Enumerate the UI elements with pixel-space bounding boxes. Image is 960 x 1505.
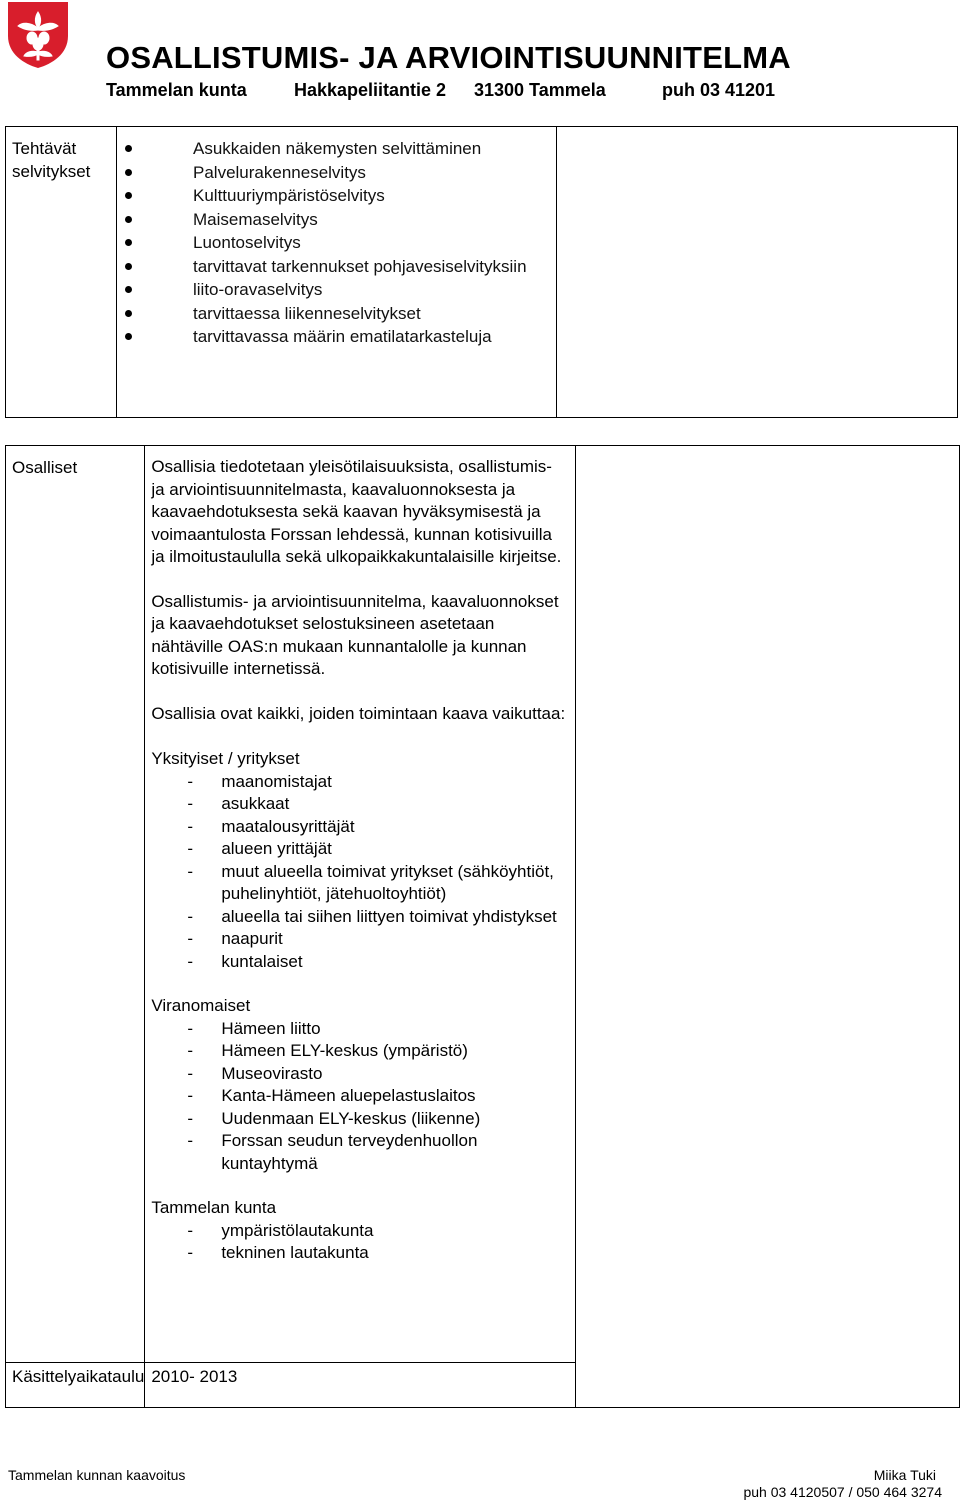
document-title: OSALLISTUMIS- JA ARVIOINTISUUNNITELMA <box>106 40 791 75</box>
task-item: liito-oravaselvitys <box>122 278 556 302</box>
task-item: Maisemaselvitys <box>122 208 556 232</box>
tasks-table <box>5 126 958 418</box>
stakeholder-item: - tekninen lautakunta <box>151 1242 569 1265</box>
stakeholder-item: - alueen yrittäjät <box>151 838 569 861</box>
stakeholder-item: - Uudenmaan ELY-keskus (liikenne) <box>151 1108 569 1131</box>
stakeholder-item: - ympäristölautakunta <box>151 1220 569 1243</box>
task-item: Luontoselvitys <box>122 231 556 255</box>
stakeholder-item: - kuntalaiset <box>151 951 569 974</box>
header-postal: 31300 Tammela <box>474 80 606 100</box>
stakeholder-item: - Kanta-Hämeen aluepelastuslaitos <box>151 1085 569 1108</box>
stakeholder-group-title: Viranomaiset <box>151 996 251 1015</box>
stakeholder-group <box>151 748 569 973</box>
header-address: Hakkapeliitantie 2 <box>294 80 447 100</box>
task-item: Palvelurakenneselvitys <box>122 161 556 185</box>
stakeholder-list <box>151 1220 569 1265</box>
participants-table <box>5 445 960 1408</box>
footer-contact-name: Miika Tuki <box>873 1467 936 1483</box>
stakeholder-group <box>151 1197 569 1265</box>
schedule-value-cell <box>145 1363 576 1408</box>
task-item: tarvittavat tarkennukset pohjavesiselvityksiin <box>122 255 556 279</box>
footer-department: Tammelan kunnan kaavoitus <box>8 1467 186 1483</box>
schedule-label: Käsittelyaikataulu <box>12 1367 145 1386</box>
stakeholder-item: - Hämeen liitto <box>151 1018 569 1041</box>
tasks-list-cell <box>117 127 557 418</box>
task-item: Kulttuuriympäristöselvitys <box>122 184 556 208</box>
participants-content-cell <box>145 446 576 1363</box>
header-municipality: Tammelan kunta <box>106 80 247 100</box>
task-item: Asukkaiden näkemysten selvittäminen <box>122 137 556 161</box>
participants-label: Osalliset <box>12 458 78 477</box>
schedule-value: 2010- 2013 <box>151 1367 238 1386</box>
task-item: tarvittaessa liikenneselvitykset <box>122 302 556 326</box>
tasks-empty-cell <box>557 127 958 418</box>
stakeholders-intro: Osallisia ovat kaikki, joiden toimintaan kaava vaikuttaa: <box>151 703 566 723</box>
stakeholder-group-title: Yksityiset / yritykset <box>151 749 300 768</box>
stakeholder-group-title: Tammelan kunta <box>151 1198 277 1217</box>
stakeholder-list <box>151 1018 569 1176</box>
stakeholder-item: - maatalousyrittäjät <box>151 816 569 839</box>
participants-empty-cell <box>576 446 960 1408</box>
participants-label-cell <box>6 446 145 1363</box>
stakeholder-item: - asukkaat <box>151 793 569 816</box>
stakeholder-group <box>151 995 569 1175</box>
header-phone: puh 03 41201 <box>662 80 776 100</box>
participants-content <box>145 446 575 1265</box>
stakeholder-item: - muut alueella toimivat yritykset (sähköyhtiöt, puhelinyhtiöt, jätehuoltoyhtiöt) <box>151 861 569 906</box>
tasks-label-cell <box>6 127 117 418</box>
municipal-crest-logo <box>6 0 70 70</box>
stakeholder-item: - naapurit <box>151 928 569 951</box>
info-paragraph: Osallisia tiedotetaan yleisötilaisuuksista, osallistumis- ja arviointisuunnitelmasta, kaavaluonnoksesta ja kaavaehdotuksesta sekä kaavan hyväksymisestä ja voimaantulosta Forssan lehdessä, kunnan kotisivuilla ja ilmoitustaululla sekä ulkopaikkakuntalaisille kirjeitse. <box>151 457 562 566</box>
stakeholder-item: - alueella tai siihen liittyen toimivat yhdistykset <box>151 906 569 929</box>
stakeholder-item: - maanomistajat <box>151 771 569 794</box>
stakeholder-item: - Forssan seudun terveydenhuollon kuntayhtymä <box>151 1130 569 1175</box>
stakeholder-groups <box>151 748 569 1265</box>
stakeholder-item: - Museovirasto <box>151 1063 569 1086</box>
schedule-label-cell <box>6 1363 145 1408</box>
task-item: tarvittavassa määrin ematilatarkasteluja <box>122 325 556 349</box>
footer-contact-phone: puh 03 4120507 / 050 464 3274 <box>743 1484 942 1500</box>
tasks-bullet-list <box>117 127 556 361</box>
stakeholder-item: - Hämeen ELY-keskus (ympäristö) <box>151 1040 569 1063</box>
tasks-label: Tehtävät selvitykset <box>12 139 91 181</box>
stakeholder-list <box>151 771 569 974</box>
display-paragraph: Osallistumis- ja arviointisuunnitelma, kaavaluonnokset ja kaavaehdotukset selostuksineen asetetaan nähtäville OAS:n mukaan kunnantalolle ja kunnan kotisivuille internetissä. <box>151 591 559 678</box>
